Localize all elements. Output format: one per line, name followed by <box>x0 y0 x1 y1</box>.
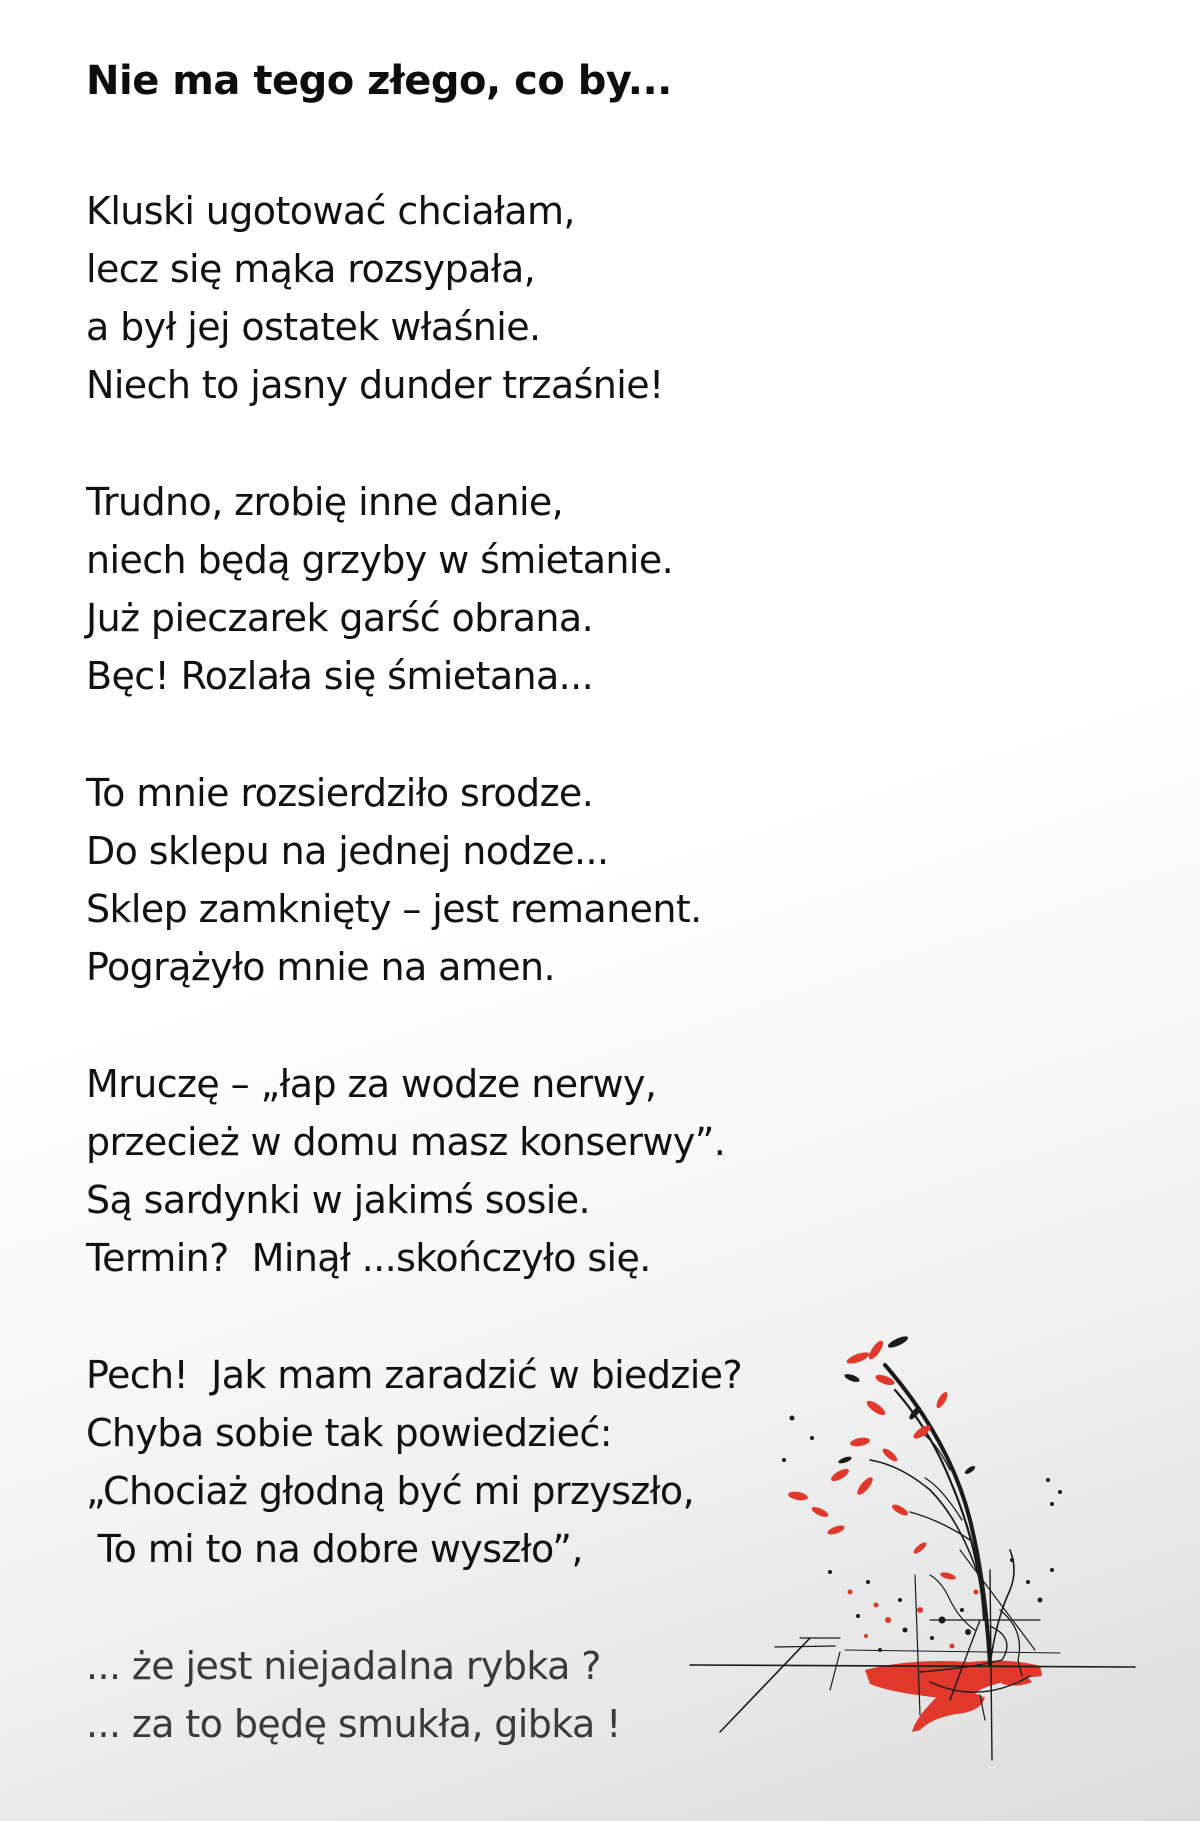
poem-line: Trudno, zrobię inne danie, <box>86 480 564 524</box>
ink-lines <box>690 1550 1135 1760</box>
poem-line: Sklep zamknięty – jest remanent. <box>86 887 702 931</box>
ink-tree-with-red-leaves-icon <box>680 1320 1150 1770</box>
red-splash <box>865 1661 1042 1732</box>
stanza-4 <box>86 1055 846 1287</box>
poem-line: To mi to na dobre wyszło”, <box>86 1527 583 1571</box>
poem-line: Już pieczarek garść obrana. <box>86 596 594 640</box>
poem-line: przecież w domu masz konserwy”. <box>86 1120 726 1164</box>
poem-line: Pech! Jak mam zaradzić w biedzie? <box>86 1353 743 1397</box>
poem-line: Pogrążyło mnie na amen. <box>86 945 556 989</box>
poem-line: lecz się mąka rozsypała, <box>86 247 536 291</box>
stanza-3 <box>86 764 846 996</box>
poem-line: To mnie rozsierdziło srodze. <box>86 771 594 815</box>
poem-line: Termin? Minął ...skończyło się. <box>86 1236 651 1280</box>
poem-line: Są sardynki w jakimś sosie. <box>86 1178 590 1222</box>
poem-line: Bęc! Rozlała się śmietana... <box>86 654 594 698</box>
poem-line: Do sklepu na jednej nodze... <box>86 829 609 873</box>
scattered-dots <box>782 1416 1062 1653</box>
stanza-1 <box>86 182 846 414</box>
stanza-2 <box>86 473 846 705</box>
poem-line: „Chociaż głodną być mi przyszło, <box>86 1469 695 1513</box>
poem-line: Mruczę – „łap za wodze nerwy, <box>86 1062 657 1106</box>
poem-line: Kluski ugotować chciałam, <box>86 189 575 233</box>
poem-line: Chyba sobie tak powiedzieć: <box>86 1411 612 1455</box>
poem-line: Niech to jasny dunder trzaśnie! <box>86 363 664 407</box>
poem-line: ... że jest niejadalna rybka ? <box>86 1644 601 1688</box>
poem-title: Nie ma tego złego, co by... <box>86 58 672 104</box>
poem-line: ... za to będę smukła, gibka ! <box>86 1702 621 1746</box>
poem-line: niech będą grzyby w śmietanie. <box>86 538 674 582</box>
poem-line: a był jej ostatek właśnie. <box>86 305 541 349</box>
